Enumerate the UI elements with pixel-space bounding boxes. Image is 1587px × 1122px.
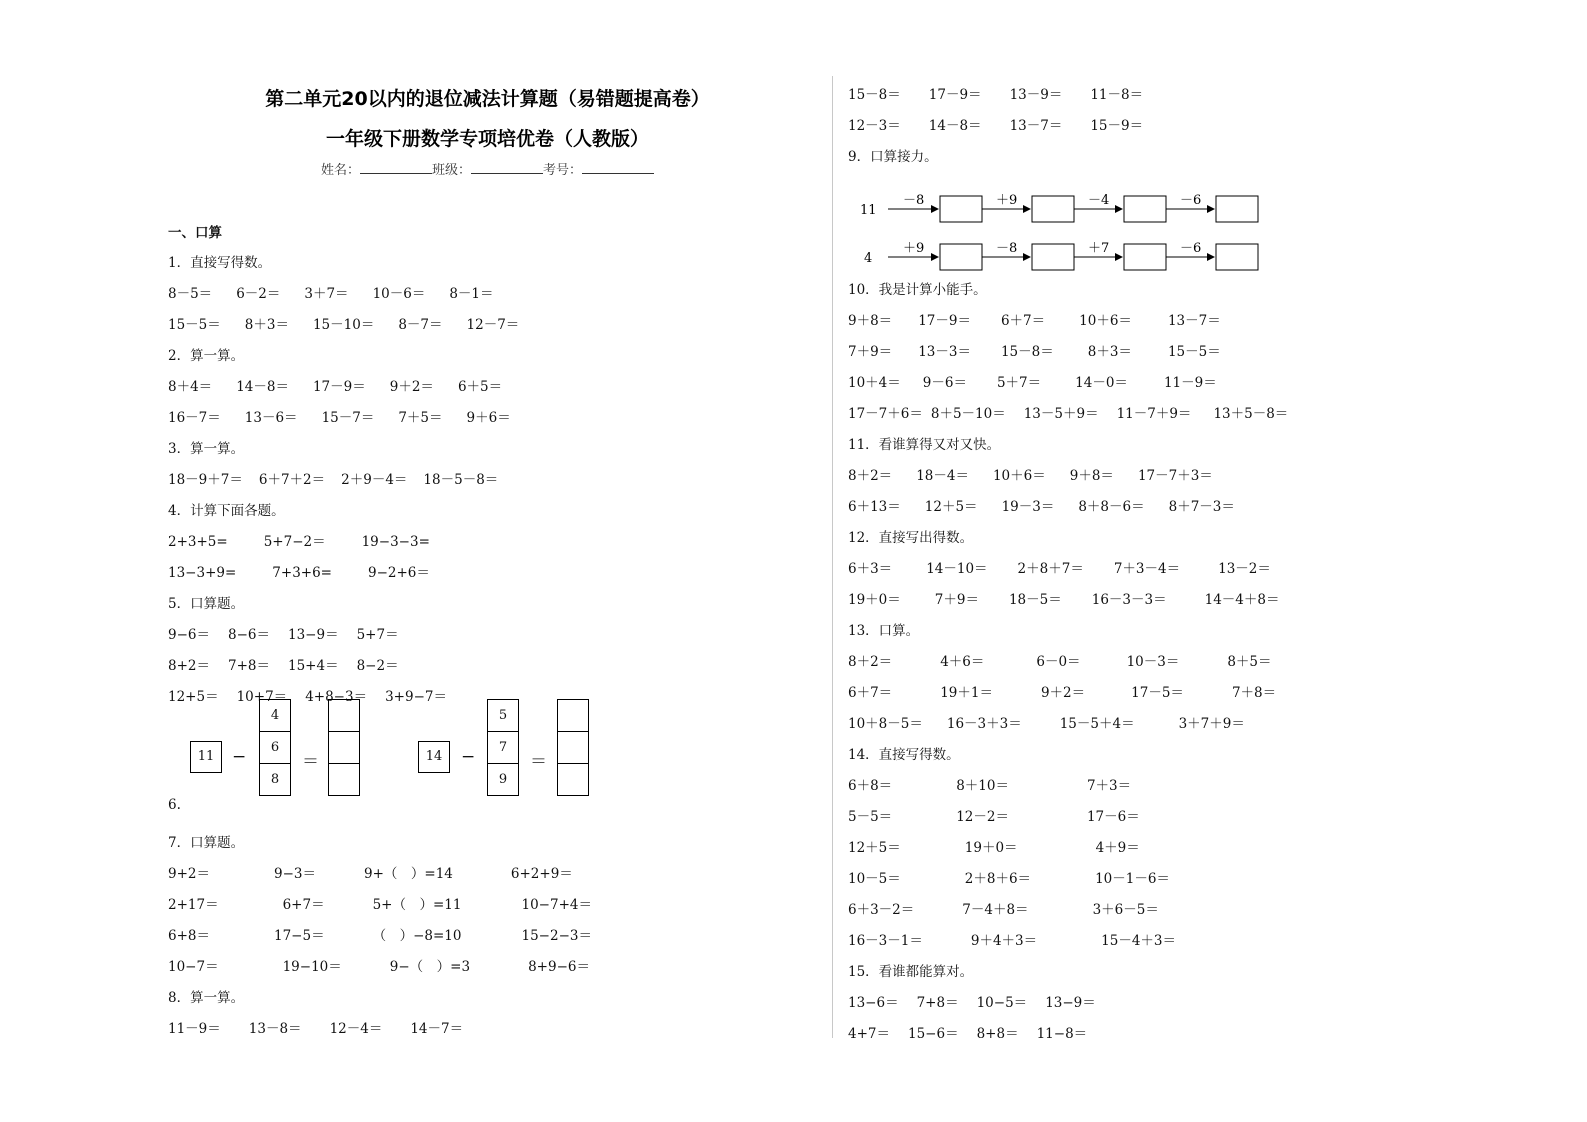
equation-row [848, 833, 1528, 864]
equation-item: 14－4＋8＝ [1204, 592, 1280, 608]
equation-item: 15－10＝ [312, 317, 375, 333]
equation-item: 7＋9＝ [934, 592, 979, 608]
equation-item: 5＋7＝ [996, 375, 1042, 391]
equation-item: 12－7＝ [466, 317, 520, 333]
equation-item: 13－6＝ [244, 410, 298, 426]
equation-row [848, 802, 1528, 833]
operation-label: －4 [1088, 193, 1110, 208]
equation-item: 6＋8＝ [848, 778, 893, 794]
equation-item: 2+3+5= [168, 534, 228, 550]
worksheet-title-line2: 一年级下册数学专项培优卷（人教版） [325, 128, 649, 150]
equation-item: 11－9＝ [168, 1021, 221, 1037]
equation-item: 15－5＝ [1167, 344, 1221, 360]
equation-item: 10−7＝ [168, 959, 219, 975]
equation-row [848, 988, 1528, 1019]
equation-item: 9+2＝ [168, 866, 210, 882]
equation-item: 6＋7＋2＝ [258, 472, 326, 488]
answer-box[interactable] [1032, 196, 1074, 222]
equation-item: 10＋6＝ [992, 468, 1046, 484]
equation-item: 10－1－6＝ [1095, 871, 1170, 887]
equation-item: 13−9＝ [288, 627, 339, 643]
equation-item: 9＋8＝ [1069, 468, 1114, 484]
question-title: 3．算一算。 [168, 441, 245, 457]
equation-item: 13－7＝ [1009, 118, 1063, 134]
operation-label: ＋9 [903, 241, 925, 256]
question-title: 15．看谁都能算对。 [848, 964, 974, 980]
operation-label: ＋7 [1088, 241, 1110, 256]
question-title: 14．直接写得数。 [848, 747, 960, 763]
equation-item: 5+（ ）=11 [372, 897, 462, 913]
equation-item: 16－3－3＝ [1091, 592, 1167, 608]
question-8-continued [848, 80, 1528, 142]
class-field[interactable] [471, 160, 543, 174]
equation-item: 2＋9－4＝ [341, 472, 408, 488]
equation-row [168, 465, 808, 496]
question-title: 10．我是计算小能手。 [848, 282, 987, 298]
equation-item: （ ）−8=10 [372, 928, 462, 944]
equation-item: 5－5＝ [848, 809, 893, 825]
equation-item: 12＋5＝ [848, 840, 901, 856]
left-column [168, 218, 808, 1045]
equation-item: 8－7＝ [398, 317, 443, 333]
equation-item: 12＋5＝ [924, 499, 978, 515]
equation-item: 18－5－8＝ [423, 472, 499, 488]
equation-item: 6＋7＝ [1000, 313, 1046, 329]
question-6-diagram [168, 708, 808, 828]
equation-row [848, 337, 1528, 368]
equation-item: 8－5＝ [168, 286, 213, 302]
equation-item: 9＋2＝ [1040, 685, 1086, 701]
answer-box[interactable] [1124, 244, 1166, 270]
q6-left-subtrahend: 8 [270, 772, 280, 787]
equation-item: 2+17＝ [168, 897, 219, 913]
section-heading: 一、口算 [168, 225, 222, 241]
equation-item: 7＋9＝ [848, 344, 893, 360]
equation-item: 4+7＝ [848, 1026, 890, 1042]
answer-box[interactable] [940, 244, 982, 270]
equation-item: 11−8＝ [1036, 1026, 1088, 1042]
q6-right-minus-sign: − [461, 747, 476, 767]
q6-left-subtrahend: 4 [260, 700, 290, 732]
equation-row [848, 461, 1528, 492]
answer-box[interactable] [1216, 244, 1258, 270]
questions-7-to-8 [168, 828, 808, 1045]
chain-start-number: 11 [860, 203, 877, 218]
equation-item: 9−6＝ [168, 627, 210, 643]
equation-item: 15－4＋3＝ [1101, 933, 1176, 949]
equation-row [168, 527, 808, 558]
equation-item: 3＋7＋9＝ [1178, 716, 1245, 732]
equation-item: 14－8＝ [236, 379, 289, 395]
equation-item: 14－0＝ [1075, 375, 1128, 391]
equation-item: 8＋2＝ [848, 654, 893, 670]
equation-item: 6－0＝ [1036, 654, 1081, 670]
equation-item: 16－7＝ [168, 410, 221, 426]
equation-item: 12－3＝ [848, 118, 901, 134]
equation-item: 6＋5＝ [457, 379, 503, 395]
equation-item: 13－9＝ [1009, 87, 1063, 103]
equation-item: 13－2＝ [1218, 561, 1271, 577]
equation-item: 7＋3－4＝ [1113, 561, 1181, 577]
equation-row [848, 647, 1528, 678]
q6-right-answer-stack [557, 699, 589, 796]
equation-item: 15－5＝ [168, 317, 221, 333]
question-title: 13．口算。 [848, 623, 920, 639]
equation-row [168, 1014, 808, 1045]
equation-row [848, 554, 1528, 585]
equation-row [848, 368, 1528, 399]
equation-item: 3+9−7＝ [385, 689, 447, 705]
equation-item: 9−3＝ [274, 866, 316, 882]
question-title: 1．直接写得数。 [168, 255, 272, 271]
equation-item: 13－8＝ [248, 1021, 302, 1037]
equation-item: 7+8＝ [916, 995, 959, 1011]
equation-item: 14－8＝ [928, 118, 982, 134]
equation-row [168, 859, 808, 890]
equation-item: 11－7＋9＝ [1116, 406, 1192, 422]
equation-item: 6+8＝ [168, 928, 210, 944]
question-7-title: 7．口算题。 [168, 835, 245, 851]
q6-right-subtrahend: 7 [488, 732, 518, 764]
relay-chain-diagram [848, 173, 1278, 275]
equation-item: 12－4＝ [329, 1021, 383, 1037]
equation-row [168, 921, 808, 952]
equation-item: 15－8＝ [1000, 344, 1054, 360]
equation-item: 19＋0＝ [964, 840, 1018, 856]
equation-item: 17－9＝ [918, 313, 971, 329]
q6-left-answer-stack [328, 699, 360, 796]
equation-item: 9−2+6＝ [368, 565, 430, 581]
q6-left-subtrahend: 6 [260, 732, 290, 764]
chain-start-number: 4 [864, 251, 873, 266]
question-6-number: 6. [168, 797, 181, 813]
equation-item: 3＋6－5＝ [1092, 902, 1159, 918]
q6-left-minus-sign: − [232, 747, 247, 767]
student-info-line [160, 159, 815, 178]
worksheet-title-line1: 第二单元20以内的退位减法计算题（易错题提高卷） [265, 88, 710, 110]
equation-item: 13−6＝ [848, 995, 899, 1011]
equation-item: 7＋8＝ [1231, 685, 1277, 701]
equation-item: 6＋3＝ [848, 561, 893, 577]
equation-item: 15−2−3＝ [521, 928, 592, 944]
equation-item: 19−10＝ [282, 959, 342, 975]
equation-item: 6＋7＝ [848, 685, 893, 701]
equation-row [848, 864, 1528, 895]
right-column [848, 80, 1528, 1050]
equation-item: 9＋6＝ [466, 410, 511, 426]
equation-item: 10−7+4＝ [521, 897, 592, 913]
equation-item: 8＋8－6＝ [1078, 499, 1145, 515]
equation-row [848, 709, 1528, 740]
equation-item: 9+（ ）=14 [364, 866, 453, 882]
question-title: 12．直接写出得数。 [848, 530, 974, 546]
equation-item: 9－6＝ [922, 375, 967, 391]
equation-item: 15+4＝ [288, 658, 339, 674]
equation-item: 15−6＝ [908, 1026, 959, 1042]
equation-item: 19＋0＝ [848, 592, 901, 608]
equation-item: 13−3+9= [168, 565, 237, 581]
equation-item: 15－8＝ [848, 87, 901, 103]
equation-item: 3＋7＝ [304, 286, 349, 302]
equation-item: 17－7＋6＝ [848, 406, 923, 422]
operation-label: －6 [1180, 193, 1202, 208]
q6-right-start-box: 14 [418, 741, 450, 773]
equation-row [848, 926, 1528, 957]
equation-item: 8＋3＝ [1087, 344, 1132, 360]
q6-left-answer-box[interactable] [329, 732, 359, 764]
equation-item: 7+3+6= [272, 565, 332, 581]
equation-item: 8＋5＝ [1227, 654, 1272, 670]
equation-item: 17－6＝ [1086, 809, 1140, 825]
equation-item: 19＋1＝ [940, 685, 993, 701]
equation-row [168, 620, 808, 651]
equation-item: 12+5＝ [168, 689, 219, 705]
equation-item: 5+7＝ [356, 627, 399, 643]
equation-row [848, 1019, 1528, 1050]
equation-item: 8＋2＝ [848, 468, 893, 484]
equation-row [168, 372, 808, 403]
equation-item: 8＋3＝ [244, 317, 289, 333]
exam-no-label: 考号： [543, 163, 583, 178]
equation-item: 12－2＝ [956, 809, 1009, 825]
q6-right-answer-box[interactable] [558, 764, 588, 795]
equation-item: 17－9＝ [312, 379, 366, 395]
equation-item: 10－3＝ [1126, 654, 1180, 670]
equation-item: 6＋3－2＝ [848, 902, 915, 918]
q6-left-answer-box[interactable] [329, 764, 359, 795]
equation-item: 19－3＝ [1001, 499, 1055, 515]
equation-item: 2＋8＋7＝ [1017, 561, 1084, 577]
operation-label: －8 [903, 193, 925, 208]
equation-item: 16－3－1＝ [848, 933, 923, 949]
question-title: 2．算一算。 [168, 348, 245, 364]
equation-item: 10+7＝ [236, 689, 288, 705]
equation-item: 8＋4＝ [168, 379, 213, 395]
equation-row [168, 651, 808, 682]
equation-item: 5+7−2＝ [263, 534, 326, 550]
operation-label: －6 [1180, 241, 1202, 256]
equation-item: 9−（ ）=3 [389, 959, 471, 975]
equation-row [848, 771, 1528, 802]
equation-item: 15－9＝ [1090, 118, 1144, 134]
equation-item: 13－3＝ [918, 344, 971, 360]
equation-item: 15－7＝ [321, 410, 375, 426]
equation-row [168, 403, 808, 434]
equation-item: 11－8＝ [1090, 87, 1144, 103]
equation-row [168, 279, 808, 310]
equation-row [168, 558, 808, 589]
exam-no-field[interactable] [582, 160, 654, 174]
q6-right-subtrahend: 9 [498, 772, 508, 787]
question-title: 4．计算下面各题。 [168, 503, 285, 519]
operation-label: －8 [996, 241, 1018, 256]
q6-right-equals-sign: ＝ [530, 752, 547, 772]
equation-item: 14－7＝ [410, 1021, 464, 1037]
equation-item: 10−5＝ [976, 995, 1028, 1011]
equation-item: 8−6＝ [228, 627, 270, 643]
q6-left-start-box: 11 [190, 741, 222, 773]
equation-row [848, 678, 1528, 709]
equation-item: 13－5＋9＝ [1023, 406, 1099, 422]
equation-item: 14－10＝ [926, 561, 988, 577]
equation-item: 10＋4＝ [848, 375, 901, 391]
equation-row [848, 111, 1528, 142]
equation-item: 17−5＝ [274, 928, 325, 944]
equation-item: 6－2＝ [236, 286, 281, 302]
questions-1-to-5 [168, 248, 808, 713]
column-divider [832, 76, 833, 1038]
equation-row [168, 310, 808, 341]
equation-item: 7+8＝ [228, 658, 270, 674]
equation-item: 8+2＝ [168, 658, 210, 674]
equation-item: 18－9＋7＝ [168, 472, 243, 488]
equation-row [848, 492, 1528, 523]
equation-item: 8＋7－3＝ [1168, 499, 1235, 515]
equation-item: 6＋13＝ [848, 499, 901, 515]
equation-item: 8＋10＝ [956, 778, 1009, 794]
equation-item: 10－5＝ [848, 871, 901, 887]
q6-left-answer-box[interactable] [329, 700, 359, 732]
equation-item: 13＋5－8＝ [1213, 406, 1289, 422]
equation-item: 10＋6＝ [1079, 313, 1132, 329]
equation-item: 8−2＝ [356, 658, 399, 674]
equation-item: 18－5＝ [1008, 592, 1062, 608]
equation-item: 16－3＋3＝ [946, 716, 1022, 732]
equation-item: 15－5＋4＝ [1059, 716, 1135, 732]
class-label: 班级： [431, 163, 471, 178]
equation-item: 8+8＝ [976, 1026, 1019, 1042]
equation-row [168, 890, 808, 921]
equation-item: 8－1＝ [449, 286, 494, 302]
answer-box[interactable] [1216, 196, 1258, 222]
equation-item: 6+2+9＝ [510, 866, 573, 882]
q6-right-subtrahend-stack [487, 699, 519, 796]
equation-item: 18－4＝ [916, 468, 969, 484]
equation-row [848, 399, 1528, 430]
equation-item: 9＋4＋3＝ [970, 933, 1038, 949]
answer-box[interactable] [940, 196, 982, 222]
equation-item: 6+7＝ [282, 897, 325, 913]
question-8-title: 8．算一算。 [168, 990, 245, 1006]
equation-item: 10＋8－5＝ [848, 716, 923, 732]
equation-row [848, 80, 1528, 111]
equation-item: 7＋3＝ [1086, 778, 1132, 794]
q6-right-answer-box[interactable] [558, 732, 588, 764]
equation-item: 2＋8＋6＝ [964, 871, 1032, 887]
equation-row [848, 895, 1528, 926]
equation-item: 17－7＋3＝ [1137, 468, 1213, 484]
equation-row [848, 306, 1528, 337]
answer-box[interactable] [1124, 196, 1166, 222]
equation-item: 11－9＝ [1163, 375, 1217, 391]
q6-left-subtrahend-stack [259, 699, 291, 796]
name-field[interactable] [360, 160, 432, 174]
equation-item: 7－4＋8＝ [962, 902, 1029, 918]
equation-item: 9＋8＝ [848, 313, 893, 329]
equation-item: 17－5＝ [1131, 685, 1184, 701]
equation-item: 9＋2＝ [389, 379, 434, 395]
equation-item: 7＋5＝ [398, 410, 443, 426]
question-title: 11．看谁算得又对又快。 [848, 437, 1001, 453]
operation-label: ＋9 [996, 193, 1018, 208]
question-9-relay-chains [848, 173, 1528, 275]
equation-item: 10－6＝ [372, 286, 426, 302]
equation-item: 13－7＝ [1167, 313, 1221, 329]
question-title: 5．口算题。 [168, 596, 245, 612]
name-label: 姓名： [320, 163, 360, 178]
q6-right-subtrahend: 5 [488, 700, 518, 732]
equation-item: 4＋6＝ [940, 654, 985, 670]
equation-item: 8＋5－10＝ [930, 406, 1006, 422]
q6-right-answer-box[interactable] [558, 700, 588, 732]
equation-row [848, 585, 1528, 616]
equation-item: 4+8−3＝ [305, 689, 368, 705]
q6-left-equals-sign: ＝ [302, 752, 319, 772]
equation-item: 8+9−6＝ [528, 959, 590, 975]
equation-item: 4＋9＝ [1095, 840, 1140, 856]
questions-10-to-15 [848, 275, 1528, 1050]
question-9-title: 9．口算接力。 [848, 149, 938, 165]
equation-item: 17－9＝ [928, 87, 982, 103]
equation-row [168, 952, 808, 983]
equation-item: 13−9＝ [1045, 995, 1096, 1011]
answer-box[interactable] [1032, 244, 1074, 270]
equation-item: 19−3−3= [361, 534, 430, 550]
